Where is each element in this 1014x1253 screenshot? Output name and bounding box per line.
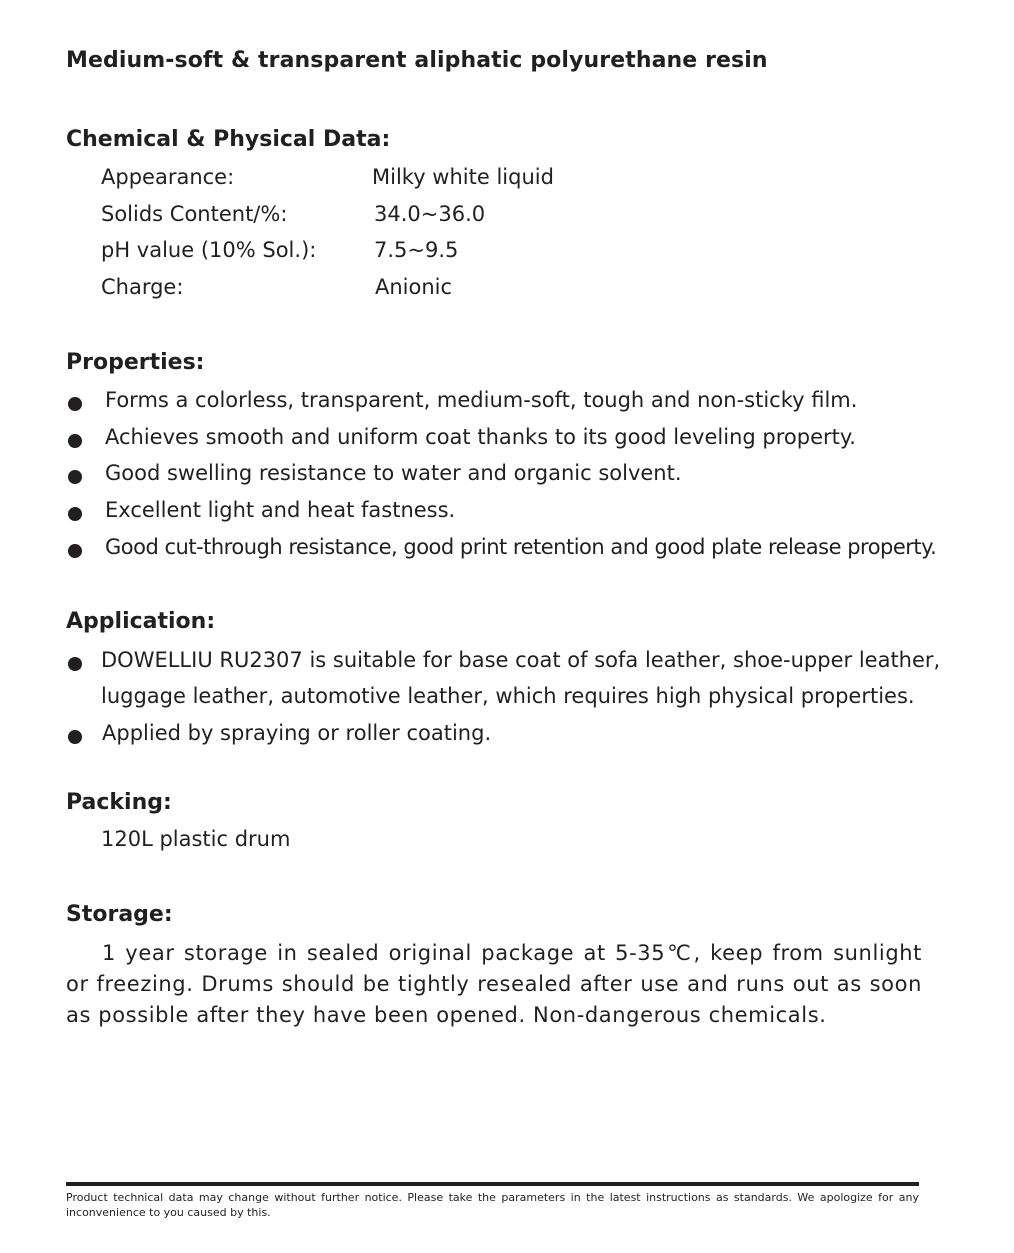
bullet-icon	[68, 507, 82, 521]
data-label: Appearance:	[101, 165, 235, 189]
properties-heading: Properties:	[66, 350, 205, 375]
bullet-icon	[68, 434, 82, 448]
bullet-icon	[68, 544, 82, 558]
storage-heading: Storage:	[66, 902, 173, 927]
properties-item-text: Excellent light and heat fastness.	[105, 498, 456, 522]
properties-item-text: Good swelling resistance to water and organic solvent.	[105, 461, 682, 485]
packing-heading: Packing:	[66, 790, 172, 815]
data-value: 34.0~36.0	[374, 202, 486, 226]
footer-note: Product technical data may change without further notice. Please take the parameters in the latest instructions as standards. We apologize for any inconvenience to you caused by this.	[66, 1191, 919, 1219]
data-value: Milky white liquid	[372, 165, 554, 189]
storage-text: 1 year storage in sealed original package at 5-35℃, keep from sunlight or freezing. Drums should be tightly resealed after use and runs out as soon as possible after they have been opened. Non-dangerous chemicals.	[66, 941, 922, 1027]
data-value: 7.5~9.5	[374, 238, 459, 262]
application-item-text: DOWELLIU RU2307 is suitable for base coat of sofa leather, shoe-upper leather,	[101, 648, 941, 672]
bullet-icon	[68, 470, 82, 484]
data-label: Charge:	[101, 275, 184, 299]
data-value: Anionic	[375, 275, 453, 299]
packing-text: 120L plastic drum	[101, 827, 291, 851]
application-item-continuation: luggage leather, automotive leather, which requires high physical properties.	[101, 684, 915, 708]
bullet-icon	[68, 657, 82, 671]
properties-item-text: Forms a colorless, transparent, medium-soft, tough and non-sticky film.	[105, 388, 858, 412]
application-item-text: Applied by spraying or roller coating.	[102, 721, 492, 745]
bullet-icon	[68, 397, 82, 411]
footer-divider	[66, 1182, 919, 1186]
properties-item-text: Achieves smooth and uniform coat thanks to its good leveling property.	[105, 425, 856, 449]
properties-item-text: Good cut-through resistance, good print retention and good plate release property.	[105, 535, 937, 559]
bullet-icon	[68, 730, 82, 744]
application-heading: Application:	[66, 609, 216, 634]
data-label: pH value (10% Sol.):	[101, 238, 317, 262]
chemical-physical-heading: Chemical & Physical Data:	[66, 127, 391, 152]
data-label: Solids Content/%:	[101, 202, 288, 226]
document-title: Medium-soft & transparent aliphatic polyurethane resin	[66, 48, 768, 73]
